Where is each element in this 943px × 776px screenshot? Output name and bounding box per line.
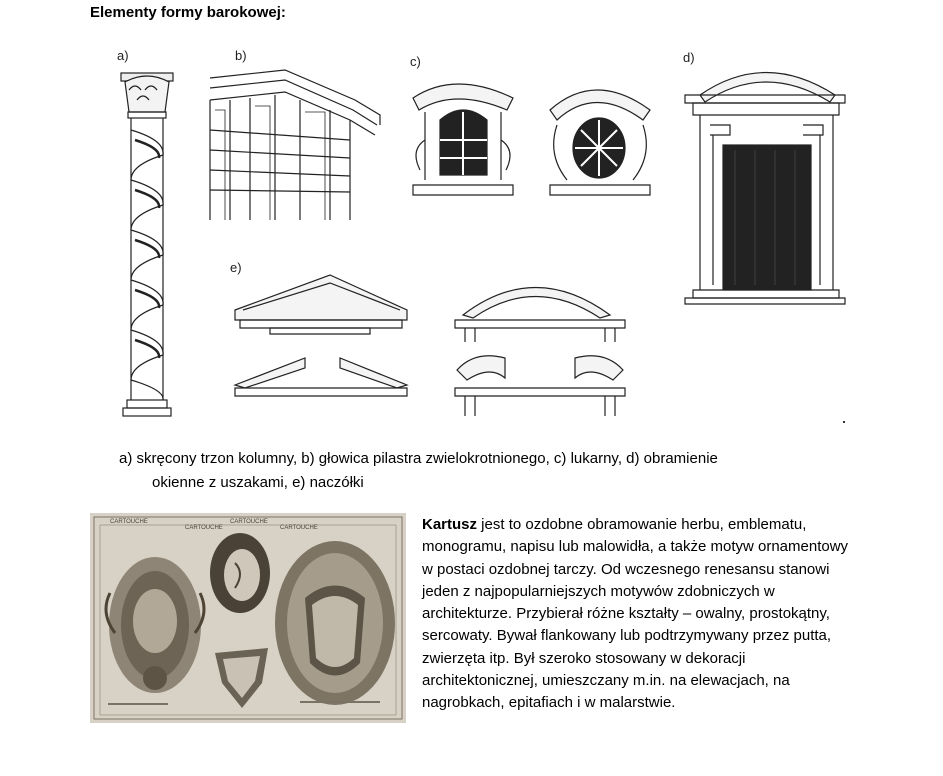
caption-line-2: okienne z uszakami, e) naczółki: [152, 474, 364, 491]
pilaster-capital-drawing: [210, 70, 380, 220]
label-d: d): [683, 50, 695, 65]
baroque-elements-figure: [95, 40, 855, 430]
pediments-drawing: [235, 275, 625, 416]
kartusz-term: Kartusz: [422, 516, 478, 533]
plate-header-3: CARTOUCHE: [230, 519, 268, 525]
kartusz-paragraph: [90, 514, 850, 720]
twisted-column-drawing: [121, 73, 173, 416]
plate-header-2: CARTOUCHE: [185, 525, 223, 531]
label-e: e): [230, 260, 242, 275]
label-b: b): [235, 48, 247, 63]
caption-line-1: a) skręcony trzon kolumny, b) głowica pilastra zwielokrotnionego, c) lukarny, d) obramienie: [119, 450, 718, 467]
dormer-right-drawing: [550, 90, 650, 195]
figure-caption: [119, 447, 839, 495]
plate-header-4: CARTOUCHE: [280, 525, 318, 531]
kartusz-text: jest to ozdobne obramowanie herbu, emblematu, monogramu, napisu lub malowidła, a także motyw ornamentowy w postaci ozdobnej tarczy. Od wczesnego renesansu stanowi jeden z najpopularniejszych motywów zdobniczych w architekturze. Przybierał różne kształty – owalny, prostokątny, sercowaty. Bywał flankowany lub podtrzymywany przez putta, zwierzęta itp. Był szeroko stosowany w dekoracji architektonicznej, umieszczany m.in. na elewacjach, na nagrobkach, epitafiach i w malarstwie.: [422, 516, 849, 712]
label-c: c): [410, 54, 421, 69]
window-frame-drawing: [685, 73, 845, 305]
plate-header-1: CARTOUCHE: [110, 519, 148, 525]
page-title: Elementy formy barokowej:: [90, 4, 286, 21]
label-a: a): [117, 48, 129, 63]
dormer-left-drawing: [413, 84, 513, 195]
